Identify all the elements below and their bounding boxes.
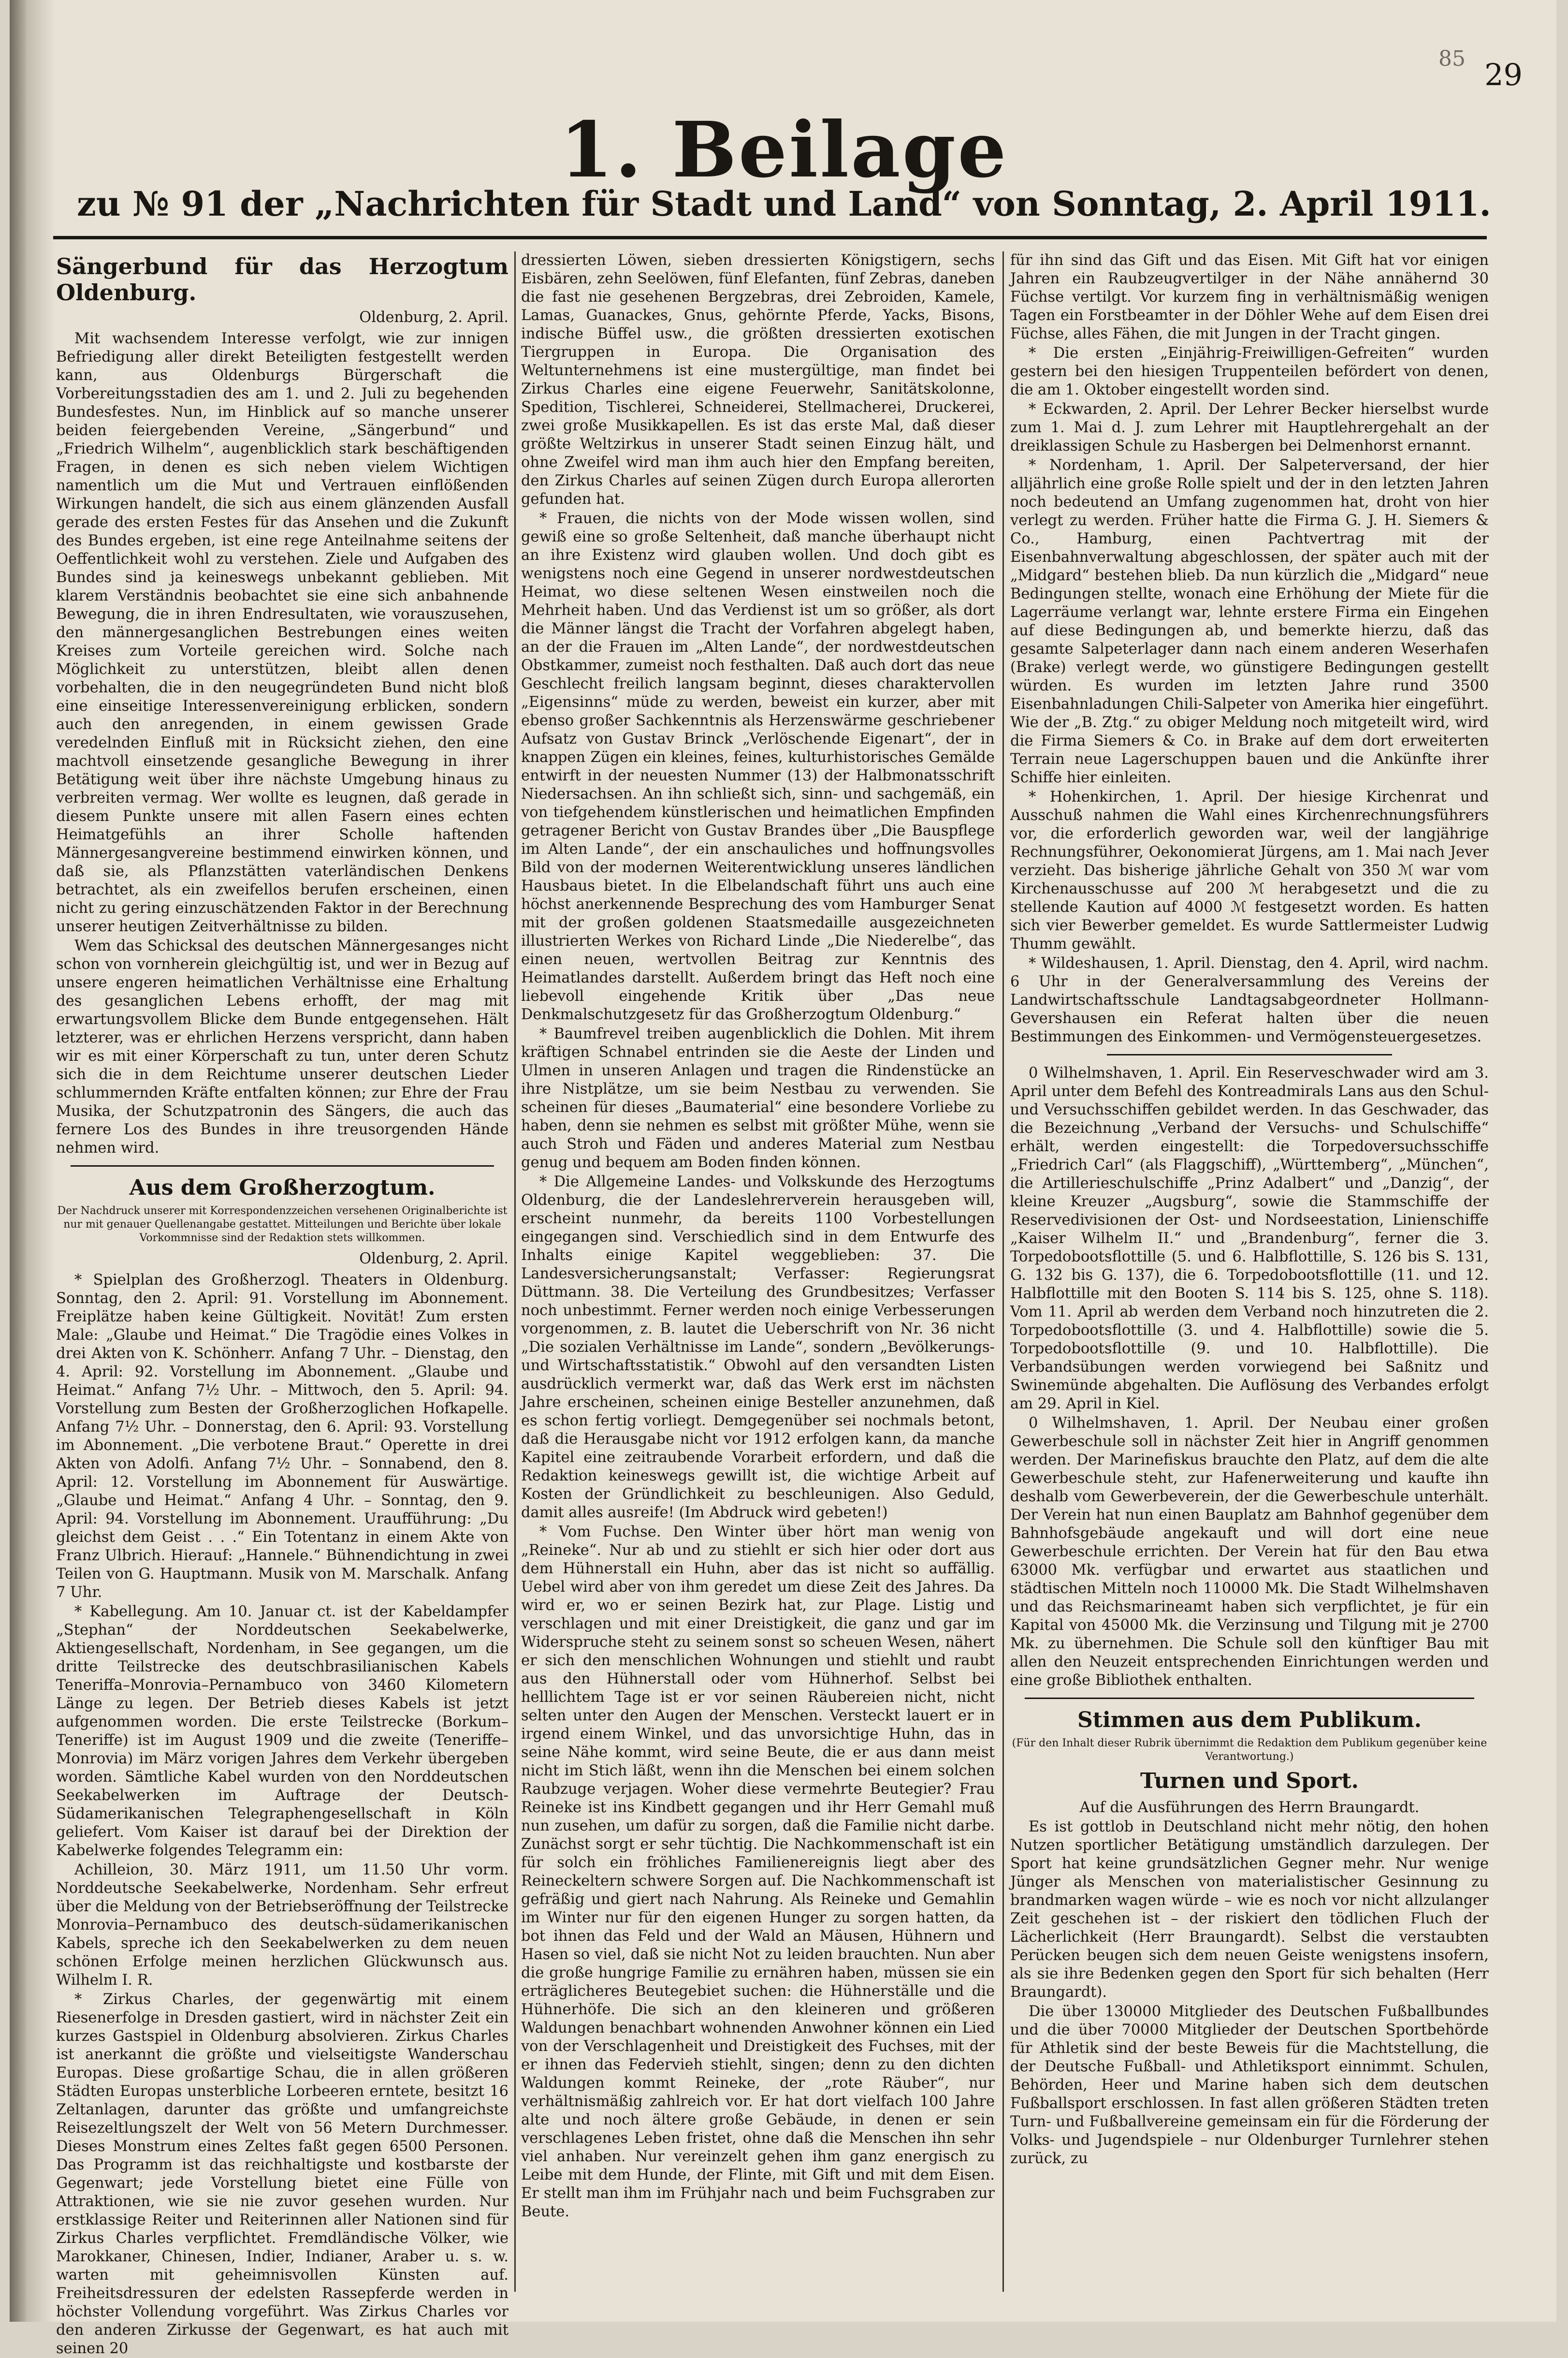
section-note: Der Nachdruck unserer mit Korrespondenzzeichen versehenen Originalberichte ist nur mit genauer Quellenangabe gestattet. Mitteilungen und Berichte über lokale Vorkommnisse sind der Redaktion stets willkommen. xyxy=(57,1205,508,1244)
paragraph: * Die Allgemeine Landes- und Volkskunde des Herzogtums Oldenburg, die der Landeslehrerverein herausgeben will, erscheint nunmehr, da bereits 1100 Vorbestellungen eingegangen sind. Verschiedlich sind in dem Entwurfe des Inhalts einige Kapitel weggeblieben: 37. Die Landesversicherungsanstalt; Verfasser: Regierungsrat Düttmann. 38. Die Verteilung des Grundbesitzes; Verfasser noch unbestimmt. Ferner werden noch einige Verbesserungen vorgenommen, z. B. lautet die Ueberschrift von Nr. 36 nicht „Die sozialen Verhältnisse im Lande“, sondern „Bevölkerungs- und Wirtschaftsstatistik.“ Obwohl auf den versandten Listen ausdrücklich vermerkt war, daß das Werk erst im nächsten Jahre erscheinen, scheinen einige Besteller anzunehmen, daß es schon fertig vorliegt. Demgegenüber sei nochmals betont, daß die Herausgabe nicht vor 1912 erfolgen kann, da manche Kapitel eine zeitraubende Vorarbeit erfordern, und daß die Redaktion keineswegs gewillt ist, die wichtige Arbeit auf Kosten der Gründlichkeit zu beschleunigen. Also Geduld, damit alles ausreife! (Im Abdruck wird gebeten!) xyxy=(521,1173,995,1521)
paragraph: Mit wachsendem Interesse verfolgt, wie zur innigen Befriedigung aller direkt Beteiligten festgestellt werden kann, aus Oldenburgs Bürgerschaft die Vorbereitungsstadien des am 1. und 2. Juli zu begehenden Bundesfestes. Nun, im Hinblick auf so manche unserer beiden feiergebenden Vereine, „Sängerbund“ und „Friedrich Wilhelm“, augenblicklich stark beschäftigenden Fragen, in denen es sich neben vielem Wichtigen namentlich um die Mut und Vertrauen einflößenden Wirkungen handelt, die sich aus einem glänzenden Ausfall gerade des ersten Festes für das Ansehen und die Zukunft des Bundes ergeben, ist eine rege Anteilnahme seitens der Oeffentlichkeit wohl zu verstehen. Ziele und Aufgaben des Bundes sind ja keineswegs unbekannt geblieben. Mit klarem Verständnis beobachtet sie eine sich anbahnende Bewegung, die in ihren Endresultaten, wie vorauszusehen, den männergesanglichen Bestrebungen eines weiten Kreises zum Vorteile gereichen wird. Solche nach Möglichkeit zu unterstützen, bleibt allen denen vorbehalten, die in den neugegründeten Bund nicht bloß eine einseitige Interessenvereinigung erblicken, sondern auch den anregenden, in einem gewissen Grade veredelnden Einfluß mit in Rücksicht ziehen, den eine machtvoll einsetzende gesangliche Bewegung in ihrer Betätigung weit über ihre nächste Umgebung hinaus zu verbreiten vermag. Wer wollte es leugnen, daß gerade in diesem Punkte unsere mit allen Fasern eines echten Heimatgefühls an ihrer Scholle haftenden Männergesangvereine bestimmend einwirken können, und daß sie, als Pflanzstätten vaterländischen Denkens betrachtet, als ein zweifellos berufen erscheinen, einen nicht zu gering einzuschätzenden Faktor in der Berechnung unserer heutigen Zeitverhältnisse zu bilden. xyxy=(56,330,508,935)
dateline: Oldenburg, 2. April. xyxy=(359,309,508,326)
paragraph: * Spielplan des Großherzogl. Theaters in Oldenburg. Sonntag, den 2. April: 91. Vorstellung im Abonnement. Freiplätze haben keine Gültigkeit. Novität! Zum ersten Male: „Glaube und Heimat.“ Die Tragödie eines Volkes in drei Akten von K. Schönherr. Anfang 7 Uhr. – Dienstag, den 4. April: 92. Vorstellung im Abonnement. „Glaube und Heimat.“ Anfang 7½ Uhr. – Mittwoch, den 5. April: 94. Vorstellung zum Besten der Großherzoglichen Hofkapelle. Anfang 7½ Uhr. – Donnerstag, den 6. April: 93. Vorstellung im Abonnement. „Die verbotene Braut.“ Operette in drei Akten von Adolfi. Anfang 7½ Uhr. – Sonnabend, den 8. April: 12. Vorstellung im Abonnement für Auswärtige. „Glaube und Heimat.“ Anfang 4 Uhr. – Sonntag, den 9. April: 94. Vorstellung im Abonnement. Uraufführung: „Du gleichst dem Geist . . .“ Ein Totentanz in einem Akte von Franz Ulbrich. Hierauf: „Hannele.“ Bühnendichtung in zwei Teilen von G. Hauptmann. Musik von M. Marschalk. Anfang 7 Uhr. xyxy=(56,1272,508,1601)
paragraph: Wem das Schicksal des deutschen Männergesanges nicht schon von vornherein gleichgültig ist, und wer in Bezug auf unsere engeren heimatlichen Verhältnisse eine Erhaltung des gesanglichen Lebens erhofft, der mag mit erwartungsvollem Blicke dem Bunde entgegensehen. Hält letzterer, was er ehrlichen Herzens verspricht, dann haben wir es mit einer Körperschaft zu tun, unter deren Schutz sich die in dem Reichtume unserer deutschen Lieder schlummernden Kräfte entfalten können; zur Ehre der Frau Musika, der Schutzpatronin des Sängers, die auch das fernere Los des Bundes in ihre treusorgenden Hände nehmen wird. xyxy=(56,937,508,1157)
paragraph: Es ist gottlob in Deutschland nicht mehr nötig, den hohen Nutzen sportlicher Betätigung umständlich darzulegen. Der Sport hat keine grundsätzlichen Gegner mehr. Nur wenige Jünger als Menschen von materialistischer Gesinnung zu brandmarken wagen würde – wie es noch vor nicht allzulanger Zeit geschehen ist – der riskiert den tödlichen Fluch der Lächerlichkeit (Herr Braungardt). Selbst die verstaubten Perücken beugen sich dem neuen Geiste wenigstens insofern, als sie ihre Bedenken gegen den Sport für sich behalten (Herr Braungardt). xyxy=(1010,1818,1489,2001)
section-heading: Aus dem Großherzogtum. xyxy=(129,1175,436,1200)
column-3 xyxy=(1010,251,1489,2297)
column-divider xyxy=(514,251,516,2292)
section-rule xyxy=(1025,1698,1474,1699)
page-title: 1. Beilage xyxy=(560,105,1008,195)
paragraph: Die über 130000 Mitglieder des Deutschen Fußballbundes und die über 70000 Mitglieder der Deutschen Sportbehörde für Athletik sind der beste Beweis für die Machtstellung, die der Deutsche Fußball- und Athletiksport einnimmt. Schulen, Behörden, Heer und Marine haben sich dem deutschen Fußballsport erschlossen. In fast allen größeren Städten treten Turn- und Fußballvereine gemeinsam ein für die Förderung der Volks- und Jugendspiele – nur Oldenburger Turnlehrer stehen zurück, zu xyxy=(1010,2003,1489,2167)
paragraph: 0 Wilhelmshaven, 1. April. Der Neubau einer großen Gewerbeschule soll in nächster Zeit hier in Angriff genommen werden. Der Marinefiskus brauchte den Platz, auf dem die alte Gewerbeschule steht, zur Hafenerweiterung und kaufte ihn deshalb vom Gewerbeverein, der die Gewerbeschule unterhält. Der Verein hat nun einen Bauplatz am Bahnhof gegenüber dem Bahnhofsgebäude angekauft und will dort eine neue Gewerbeschule errichten. Der Verein hat für den Bau etwa 63000 Mk. verfügbar und erwartet aus staatlichen und städtischen Mitteln noch 110000 Mk. Die Stadt Wilhelmshaven und das Reichsmarineamt haben sich verpflichtet, je für ein Kapital von 45000 Mk. die Verzinsung und Tilgung mit je 2700 Mk. zu übernehmen. Die Schule soll den künftiger Bau mit allen den Neuzeit entsprechenden Einrichtungen werden und eine große Bibliothek enthalten. xyxy=(1010,1415,1489,1689)
page-number: 29 xyxy=(1484,57,1523,92)
column-2 xyxy=(521,251,995,2297)
paragraph: * Zirkus Charles, der gegenwärtig mit einem Riesenerfolge in Dresden gastiert, wird in nächster Zeit ein kurzes Gastspiel in Oldenburg absolvieren. Zirkus Charles ist anerkannt die größte und vielseitigste Wanderschau Europas. Diese großartige Schau, die in allen größeren Städten Europas unsterbliche Lorbeeren erntete, besitzt 16 Zeltanlagen, darunter das größte und umfangreichste Reisezeltlungszelt der Welt von 56 Metern Durchmesser. Dieses Monstrum eines Zeltes faßt gegen 6500 Personen. Das Programm ist das reichhaltigste und kostbarste der Gegenwart; jede Vorstellung bietet eine Fülle von Attraktionen, wie sie nie zuvor gesehen wurden. Nur erstklassige Reiter und Reiterinnen aller Nationen sind für Zirkus Charles verpflichtet. Fremdländische Völker, wie Marokkaner, Chinesen, Indier, Indianer, Araber u. s. w. warten mit geheimnisvollen Künsten auf. Freiheitsdressuren der edelsten Rassepferde werden in höchster Vollendung vorgeführt. Was Zirkus Charles vor den anderen Zirkusse der Gegenwart, es hat auch mit seinen 20 xyxy=(56,1991,508,2357)
column-divider xyxy=(1002,251,1004,2292)
binding-spine xyxy=(10,0,26,2322)
pencil-mark: 85 xyxy=(1438,46,1466,71)
section-heading: Stimmen aus dem Publikum. xyxy=(1077,1708,1422,1732)
paragraph: * Nordenham, 1. April. Der Salpeterversand, der hier alljährlich eine große Rolle spielt und der in den letzten Jahren noch bedeutend an Umfang zugenommen hat, droht von hier verlegt zu werden. Früher hatte die Firma G. J. H. Siemers & Co., Hamburg, einen Pachtvertrag mit der Eisenbahnverwaltung abgeschlossen, der später auch mit der „Midgard“ bestehen blieb. Da nun kürzlich die „Midgard“ neue Bedingungen stellte, wonach eine Erhöhung der Miete für die Lagerräume verlangt war, lehnte erstere Firma ein Eingehen auf diese Bedingungen ab, und bemerkte hierzu, daß das gesamte Salpeterlager dann nach einem anderen Weserhafen (Brake) verlegt werde, wo günstigere Bedingungen gestellt würden. Es wurden im letzten Jahre rund 3500 Eisenbahnladungen Chili-Salpeter von Amerika hier eingeführt. Wie der „B. Ztg.“ zu obiger Meldung noch mitgeteilt wird, wird die Firma Siemers & Co. in Brake auf dem dort erweiterten Terrain neue Lagerschuppen bauen und die Ankünfte ihrer Schiffe hier einleiten. xyxy=(1010,457,1489,786)
article-heading: Turnen und Sport. xyxy=(1140,1769,1359,1793)
paragraph: * Eckwarden, 2. April. Der Lehrer Becker hierselbst wurde zum 1. Mai d. J. zum Lehrer mit Hauptlehrergehalt an der dreiklassigen Schule zu Hasbergen bei Delmenhorst ernannt. xyxy=(1010,401,1489,454)
paragraph: 0 Wilhelmshaven, 1. April. Ein Reserveschwader wird am 3. April unter dem Befehl des Kontreadmirals Lans aus den Schul- und Versuchsschiffen gebildet werden. In das Geschwader, das die Bezeichnung „Verband der Versuchs- und Schulschiffe“ erhält, werden eingestellt: die Torpedoversuchsschiffe „Friedrich Carl“ (als Flaggschiff), „Württemberg“, „München“, die Artillerieschulschiffe „Prinz Adalbert“ und „Danzig“, der kleine Kreuzer „Augsburg“, sowie die Stammschiffe der Reservedivisionen der Ost- und Nordseestation, Linienschiffe „Kaiser Wilhelm II.“ und „Brandenburg“, ferner die 3. Torpedobootsflottille (5. und 6. Halbflottille, S. 126 bis S. 131, G. 132 bis G. 137), die 6. Torpedobootsflottille (11. und 12. Halbflottille mit den Booten S. 114 bis S. 125, ohne S. 118). Vom 11. April ab werden dem Verband noch hinzutreten die 2. Torpedobootsflottille (3. und 4. Halbflottille) sowie die 5. Torpedobootsflottille (9. und 10. Halbflottille). Die Verbandsübungen werden vorwiegend bei Saßnitz und Swinemünde abgehalten. Die Auflösung des Verbandes erfolgt am 29. April in Kiel. xyxy=(1010,1065,1489,1412)
paragraph: * Baumfrevel treiben augenblicklich die Dohlen. Mit ihrem kräftigen Schnabel entrinden sie die Aeste der Linden und Ulmen in unseren Anlagen und tragen die Rindenstücke an ihre Nistplätze, um sie beim Nestbau zu verwenden. Sie scheinen für dieses „Baumaterial“ eine besondere Vorliebe zu haben, denn sie nehmen es selbst mit größter Mühe, wenn sie auch Stroh und Fäden und anderes Material zum Nestbau genug und bequem am Boden finden können. xyxy=(521,1025,995,1171)
header-rule xyxy=(53,236,1487,239)
paragraph: dressierten Löwen, sieben dressierten Königstigern, sechs Eisbären, zehn Seelöwen, fünf Elefanten, fünf Zebras, daneben die fast nie gesehenen Bergzebras, drei Zebroiden, Kamele, Lamas, Guanackes, Gnus, gehörnte Pferde, Yacks, Bisons, indische Büffel usw., die größten dressierten exotischen Tiergruppen in Europa. Die Organisation des Weltunternehmens ist eine mustergültige, man findet bei Zirkus Charles eine eigene Feuerwehr, Sanitätskolonne, Spedition, Tischlerei, Schneiderei, Stellmacherei, Druckerei, zwei große Musikkapellen. Es ist das erste Mal, daß dieser größte Weltzirkus in unserer Stadt seinen Einzug hält, und ohne Zweifel wird man ihm auch hier den Empfang bereiten, den Zirkus Charles auf seinen Zügen durch Europa allerorten gefunden hat. xyxy=(521,252,995,508)
paragraph: Achilleion, 30. März 1911, um 11.50 Uhr vorm. Norddeutsche Seekabelwerke, Nordenham. Sehr erfreut über die Meldung von der Betriebseröffnung der Teilstrecke Monrovia–Pernambuco des deutsch-südamerikanischen Kabels, spreche ich den Seekabelwerken zu dem neuen schönen Erfolge meinen herzlichen Glückwunsch aus. Wilhelm I. R. xyxy=(56,1861,508,1989)
paragraph: * Die ersten „Einjährig-Freiwilligen-Gefreiten“ wurden gestern bei den hiesigen Truppenteilen befördert von denen, die am 1. Oktober eingestellt worden sind. xyxy=(1010,345,1489,398)
paragraph: * Kabellegung. Am 10. Januar ct. ist der Kabeldampfer „Stephan“ der Norddeutschen Seekabelwerke, Aktiengesellschaft, Nordenham, in See gegangen, um die dritte Teilstrecke des deutschbrasilianischen Kabels Teneriffa–Monrovia–Pernambuco von 3460 Kilometern Länge zu legen. Der Betrieb dieses Kabels ist jetzt aufgenommen worden. Die erste Teilstrecke (Borkum–Teneriffe) ist im August 1909 und die zweite (Teneriffe–Monrovia) im März vorigen Jahres dem Verkehr übergeben worden. Sämtliche Kabel wurden von den Norddeutschen Seekabelwerken im Auftrage der Deutsch-Südamerikanischen Telegraphengesellschaft in Köln geliefert. Vom Kaiser ist darauf bei der Direktion der Kabelwerke folgendes Telegramm ein: xyxy=(56,1603,508,1859)
dateline: Oldenburg, 2. April. xyxy=(359,1250,508,1267)
newspaper-page xyxy=(10,0,1556,2357)
paragraph: * Wildeshausen, 1. April. Dienstag, den 4. April, wird nachm. 6 Uhr in der Generalversammlung des Vereins der Landwirtschaftsschule Landtagsabgeordneter Hollmann-Gevershausen ein Referat halten über die neuen Bestimmungen des Einkommen- und Vermögensteuergesetzes. xyxy=(1010,955,1489,1045)
paragraph: für ihn sind das Gift und das Eisen. Mit Gift hat vor einigen Jahren ein Raubzeugvertilger in der Nähe annähernd 30 Füchse vertilgt. Vor kurzem fing in verhältnismäßig wenigen Tagen ein Forstbeamter in der Döhler Wehe auf dem Eisen drei Füchse, alles Fähen, die mit Jungen in der Tracht gingen. xyxy=(1010,252,1489,342)
paragraph: Auf die Ausführungen des Herrn Braungardt. xyxy=(1079,1799,1420,1816)
page-subtitle: zu № 91 der „Nachrichten für Stadt und Land“ von Sonntag, 2. April 1911. xyxy=(77,184,1491,224)
paragraph: * Hohenkirchen, 1. April. Der hiesige Kirchenrat und Ausschuß nahmen die Wahl eines Kirchenrechnungsführers vor, die erforderlich geworden war, weil der langjährige Rechnungsführer, Oekonomierat Jürgens, am 1. Mai nach Jever verzieht. Das bisherige jährliche Gehalt von 350 ℳ war vom Kirchenausschusse auf 200 ℳ herabgesetzt und die zu stellende Kaution auf 4000 ℳ festgesetzt worden. Es hatten sich vier Bewerber gemeldet. Es wurde Sattlermeister Ludwig Thumm gewählt. xyxy=(1010,789,1489,952)
paragraph: * Frauen, die nichts von der Mode wissen wollen, sind gewiß eine so große Seltenheit, daß manche überhaupt nicht an ihre Existenz wird glauben wollen. Und doch gibt es wenigstens noch eine Gegend in unserer nordwestdeutschen Heimat, wo diese seltenen Wesen einstweilen noch die Mehrheit haben. Und das Verdienst ist um so größer, als dort die Männer längst die Tracht der Vorfahren abgelegt haben, an der die Frauen im „Alten Lande“, der nordwestdeutschen Obstkammer, zumeist noch festhalten. Daß auch dort das neue Geschlecht freilich langsam beginnt, dieses charaktervollen „Eigensinns“ müde zu werden, beweist ein kurzer, aber mit ebenso großer Sachkenntnis als Herzenswärme geschriebener Aufsatz von Gustav Brinck „Verlöschende Eigenart“, der in knappen Zügen ein kleines, feines, kulturhistorisches Gemälde entwirft in der neuesten Nummer (13) der Halbmonatsschrift Niedersachsen. An ihn schließt sich, sinn- und sachgemäß, ein von tiefgehendem künstlerischen und heimatlichen Empfinden getragener Bericht von Gustav Brandes über „Die Bauspflege im Alten Lande“, der ein anschauliches und hoffnungsvolles Bild von der modernen Weiterentwicklung unseres ländlichen Hausbaus bietet. In die Elbelandschaft führt uns auch eine höchst anerkennende Besprechung des vom Hamburger Senat mit der großen goldenen Staatsmedaille ausgezeichneten illustrierten Werkes von Richard Linde „Die Niederelbe“, das einen neuen, wertvollen Beitrag zur Kenntnis des Heimatlandes darstellt. Außerdem bringt das Heft noch eine liebevoll eingehende Kritik über „Das neue Denkmalschutzgesetz für das Großherzogtum Oldenburg.“ xyxy=(521,510,995,1023)
section-rule xyxy=(1107,1054,1392,1055)
article-heading: Sängerbund für das Herzogtum Oldenburg. xyxy=(56,253,508,306)
section-rule xyxy=(71,1165,494,1167)
binding-shadow xyxy=(26,0,55,2322)
section-note: (Für den Inhalt dieser Rubrik übernimmt die Redaktion dem Publikum gegenüber keine Verantwortung.) xyxy=(1012,1737,1487,1763)
column-1 xyxy=(56,251,508,2357)
paragraph: * Vom Fuchse. Den Winter über hört man wenig von „Reineke“. Nur ab und zu stiehlt er sich hier oder dort aus dem Hühnerstall ein Huhn, aber das ist nicht so auffällig. Uebel wird aber von ihm geredet um diese Zeit des Jahres. Da wird er, wo er seinen Bezirk hat, zur Plage. Listig und verschlagen und mit einer Dreistigkeit, die ganz und gar im Widerspruche steht zu seinem sonst so scheuen Wesen, nähert er sich den menschlichen Wohnungen und stiehlt und raubt aus den Hühnerstall oder vom Hühnerhof. Selbst bei helllichtem Tage ist er vor seinen Räubereien nicht, nicht selten unter den Augen der Menschen. Versteckt lauert er in irgend einem Winkel, und das unvorsichtige Huhn, das in seine Nähe kommt, wird seine Beute, die er aus dann meist nicht im Stich läßt, wenn ihn die Menschen bei einem solchen Raubzuge verjagen. Woher diese vermehrte Beutegier? Frau Reineke ist ins Kindbett gegangen und ihr Herr Gemahl muß nun zusehen, um dafür zu sorgen, daß die Familie nicht darbe. Zunächst sorgt er sehr tüchtig. Die Nachkommenschaft ist ein für solch ein fröhliches Familienereignis liegt aber des Reineckeltern schwere Sorgen auf. Die Nachkommenschaft ist gefräßig und giert nach Nahrung. Als Reineke und Gemahlin im Winter nur für den eigenen Hunger zu sorgen hatten, da bot ihnen das Feld und der Wald an Mäusen, Hühnern und Hasen so viel, daß sie nicht Not zu leiden brauchten. Nun aber die große hungrige Familie zu ernähren haben, müssen sie ein erträglicheres Beutegebiet suchen: die Hühnerställe und die Hühnerhöfe. Die sich an den kleineren und größeren Waldungen benachbart wohnenden Anwohner können ein Lied von der Verschlagenheit und Dreistigkeit des Fuchses, mit der er ihnen das Federvieh stiehlt, singen; denn zu den dichten Waldungen kommt Reineke, der „rote Räuber“, nur verhältnismäßig zahlreich vor. Er hat dort vielfach 100 Jahre alte und noch ältere große Gebäude, in denen er sein verschlagenes Leben fristet, ohne daß die Menschen ihn sehr viel anhaben. Nur vereinzelt gehen ihm ganz energisch zu Leibe mit dem Hunde, der Flinte, mit Gift und mit dem Eisen. Er stellt man ihm im Frühjahr nach und beim Fuchsgraben zur Beute. xyxy=(521,1523,995,2220)
